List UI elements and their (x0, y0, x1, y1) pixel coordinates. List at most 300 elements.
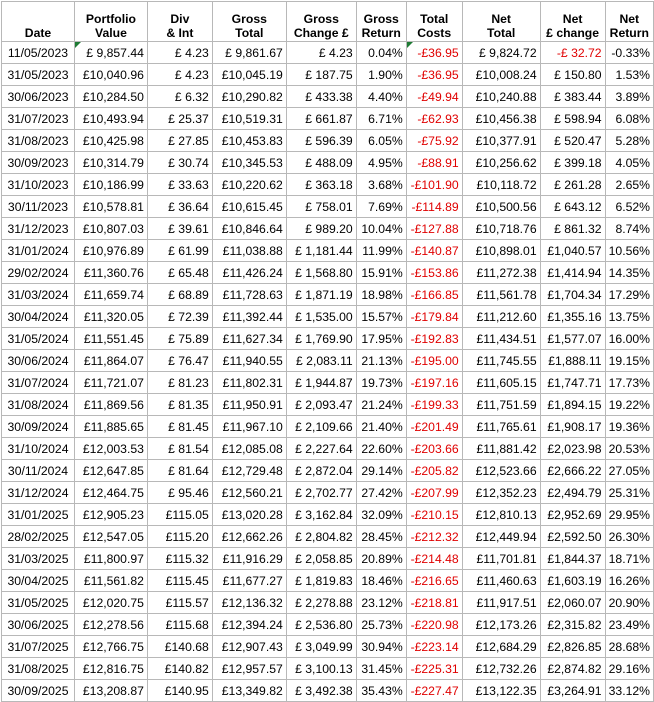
cell-net-change[interactable]: £1,844.37 (540, 548, 605, 570)
cell-net-return[interactable]: 20.90% (605, 592, 653, 614)
cell-date[interactable]: 31/08/2024 (2, 394, 75, 416)
cell-total-costs[interactable]: -£205.82 (406, 460, 462, 482)
cell-gross-total[interactable]: £11,627.34 (212, 328, 286, 350)
cell-date[interactable]: 31/07/2024 (2, 372, 75, 394)
cell-date[interactable]: 31/01/2024 (2, 240, 75, 262)
cell-gross-total[interactable]: £12,957.57 (212, 658, 286, 680)
cell-total-costs[interactable]: -£114.89 (406, 196, 462, 218)
cell-net-change[interactable]: £ 399.18 (540, 152, 605, 174)
cell-div-int[interactable]: £ 76.47 (147, 350, 212, 372)
cell-div-int[interactable]: £ 25.37 (147, 108, 212, 130)
cell-net-change[interactable]: £2,023.98 (540, 438, 605, 460)
cell-gross-total[interactable]: £11,916.29 (212, 548, 286, 570)
cell-net-return[interactable]: 28.68% (605, 636, 653, 658)
cell-gross-return[interactable]: 17.95% (356, 328, 406, 350)
cell-portfolio-value[interactable]: £12,647.85 (74, 460, 147, 482)
cell-div-int[interactable]: £ 75.89 (147, 328, 212, 350)
cell-div-int[interactable]: £ 68.89 (147, 284, 212, 306)
cell-gross-change[interactable]: £ 2,872.04 (286, 460, 356, 482)
cell-net-total[interactable]: £11,460.63 (462, 570, 540, 592)
cell-net-return[interactable]: 18.71% (605, 548, 653, 570)
cell-total-costs[interactable]: -£166.85 (406, 284, 462, 306)
header-gross-return[interactable] (356, 2, 406, 42)
cell-gross-change[interactable]: £ 2,109.66 (286, 416, 356, 438)
cell-portfolio-value[interactable]: £11,864.07 (74, 350, 147, 372)
cell-portfolio-value[interactable]: £10,186.99 (74, 174, 147, 196)
cell-net-change[interactable]: £ 383.44 (540, 86, 605, 108)
cell-gross-total[interactable]: £10,519.31 (212, 108, 286, 130)
cell-div-int[interactable]: £115.68 (147, 614, 212, 636)
cell-gross-total[interactable]: £11,728.63 (212, 284, 286, 306)
cell-gross-return[interactable]: 3.68% (356, 174, 406, 196)
cell-div-int[interactable]: £115.20 (147, 526, 212, 548)
cell-net-return[interactable]: 16.26% (605, 570, 653, 592)
cell-gross-change[interactable]: £ 3,049.99 (286, 636, 356, 658)
cell-portfolio-value[interactable]: £11,551.45 (74, 328, 147, 350)
cell-net-change[interactable]: £ 861.32 (540, 218, 605, 240)
cell-div-int[interactable]: £115.45 (147, 570, 212, 592)
header-div-int[interactable] (147, 2, 212, 42)
cell-gross-change[interactable]: £ 2,227.64 (286, 438, 356, 460)
cell-net-total[interactable]: £11,881.42 (462, 438, 540, 460)
cell-net-return[interactable]: 16.00% (605, 328, 653, 350)
cell-net-change[interactable]: £1,355.16 (540, 306, 605, 328)
cell-gross-change[interactable]: £ 433.38 (286, 86, 356, 108)
cell-div-int[interactable]: £115.57 (147, 592, 212, 614)
cell-net-total[interactable]: £10,008.24 (462, 64, 540, 86)
cell-total-costs[interactable]: -£127.88 (406, 218, 462, 240)
cell-total-costs[interactable]: -£75.92 (406, 130, 462, 152)
cell-total-costs[interactable]: -£227.47 (406, 680, 462, 702)
cell-net-total[interactable]: £11,212.60 (462, 306, 540, 328)
cell-net-change[interactable]: £1,704.34 (540, 284, 605, 306)
cell-portfolio-value[interactable]: £12,547.05 (74, 526, 147, 548)
cell-net-total[interactable]: £11,561.78 (462, 284, 540, 306)
cell-div-int[interactable]: £140.95 (147, 680, 212, 702)
cell-net-change[interactable]: £2,826.85 (540, 636, 605, 658)
cell-portfolio-value[interactable]: £12,905.23 (74, 504, 147, 526)
cell-date[interactable]: 30/06/2023 (2, 86, 75, 108)
cell-net-return[interactable]: 19.22% (605, 394, 653, 416)
cell-net-total[interactable]: £11,765.61 (462, 416, 540, 438)
cell-gross-return[interactable]: 20.89% (356, 548, 406, 570)
cell-gross-change[interactable]: £ 2,083.11 (286, 350, 356, 372)
cell-net-return[interactable]: 5.28% (605, 130, 653, 152)
cell-portfolio-value[interactable]: £10,578.81 (74, 196, 147, 218)
cell-gross-return[interactable]: 35.43% (356, 680, 406, 702)
cell-portfolio-value[interactable]: £10,425.98 (74, 130, 147, 152)
cell-total-costs[interactable]: -£88.91 (406, 152, 462, 174)
cell-div-int[interactable]: £ 61.99 (147, 240, 212, 262)
cell-portfolio-value[interactable]: £13,208.87 (74, 680, 147, 702)
cell-portfolio-value[interactable]: £ 9,857.44 (74, 42, 147, 64)
cell-net-return[interactable]: 4.05% (605, 152, 653, 174)
cell-div-int[interactable]: £115.05 (147, 504, 212, 526)
cell-net-total[interactable]: £10,240.88 (462, 86, 540, 108)
cell-net-return[interactable]: 17.73% (605, 372, 653, 394)
cell-net-change[interactable]: £1,040.57 (540, 240, 605, 262)
cell-gross-return[interactable]: 25.73% (356, 614, 406, 636)
cell-net-return[interactable]: 10.56% (605, 240, 653, 262)
cell-net-total[interactable]: £13,122.35 (462, 680, 540, 702)
cell-gross-change[interactable]: £ 2,536.80 (286, 614, 356, 636)
cell-date[interactable]: 31/05/2023 (2, 64, 75, 86)
cell-net-return[interactable]: 25.31% (605, 482, 653, 504)
cell-portfolio-value[interactable]: £11,885.65 (74, 416, 147, 438)
cell-total-costs[interactable]: -£179.84 (406, 306, 462, 328)
cell-date[interactable]: 31/07/2025 (2, 636, 75, 658)
cell-net-total[interactable]: £12,810.13 (462, 504, 540, 526)
cell-net-return[interactable]: 20.53% (605, 438, 653, 460)
cell-net-total[interactable]: £10,718.76 (462, 218, 540, 240)
cell-portfolio-value[interactable]: £11,659.74 (74, 284, 147, 306)
cell-div-int[interactable]: £ 4.23 (147, 42, 212, 64)
cell-portfolio-value[interactable]: £10,493.94 (74, 108, 147, 130)
header-portfolio-value[interactable] (74, 2, 147, 42)
cell-date[interactable]: 31/05/2025 (2, 592, 75, 614)
cell-gross-total[interactable]: £12,085.08 (212, 438, 286, 460)
cell-net-change[interactable]: £2,666.22 (540, 460, 605, 482)
cell-net-return[interactable]: 1.53% (605, 64, 653, 86)
cell-total-costs[interactable]: -£201.49 (406, 416, 462, 438)
cell-net-total[interactable]: £12,732.26 (462, 658, 540, 680)
cell-total-costs[interactable]: -£36.95 (406, 42, 462, 64)
cell-div-int[interactable]: £ 81.35 (147, 394, 212, 416)
cell-gross-return[interactable]: 6.05% (356, 130, 406, 152)
cell-div-int[interactable]: £ 33.63 (147, 174, 212, 196)
cell-gross-total[interactable]: £11,677.27 (212, 570, 286, 592)
cell-gross-return[interactable]: 1.90% (356, 64, 406, 86)
cell-gross-total[interactable]: £12,729.48 (212, 460, 286, 482)
cell-net-total[interactable]: £ 9,824.72 (462, 42, 540, 64)
header-net-total[interactable] (462, 2, 540, 42)
cell-net-change[interactable]: £2,060.07 (540, 592, 605, 614)
cell-gross-return[interactable]: 18.46% (356, 570, 406, 592)
cell-portfolio-value[interactable]: £10,284.50 (74, 86, 147, 108)
cell-gross-change[interactable]: £ 2,804.82 (286, 526, 356, 548)
header-total-costs[interactable] (406, 2, 462, 42)
cell-div-int[interactable]: £ 30.74 (147, 152, 212, 174)
cell-net-total[interactable]: £10,456.38 (462, 108, 540, 130)
cell-net-change[interactable]: £2,315.82 (540, 614, 605, 636)
cell-gross-return[interactable]: 15.91% (356, 262, 406, 284)
cell-gross-change[interactable]: £ 363.18 (286, 174, 356, 196)
cell-date[interactable]: 30/09/2023 (2, 152, 75, 174)
cell-gross-return[interactable]: 29.14% (356, 460, 406, 482)
cell-div-int[interactable]: £ 81.64 (147, 460, 212, 482)
cell-net-total[interactable]: £11,272.38 (462, 262, 540, 284)
cell-gross-return[interactable]: 0.04% (356, 42, 406, 64)
header-date[interactable] (2, 2, 75, 42)
cell-date[interactable]: 31/03/2024 (2, 284, 75, 306)
cell-gross-return[interactable]: 23.12% (356, 592, 406, 614)
cell-net-total[interactable]: £12,173.26 (462, 614, 540, 636)
cell-total-costs[interactable]: -£195.00 (406, 350, 462, 372)
cell-total-costs[interactable]: -£197.16 (406, 372, 462, 394)
header-gross-total[interactable] (212, 2, 286, 42)
cell-total-costs[interactable]: -£192.83 (406, 328, 462, 350)
cell-date[interactable]: 30/04/2024 (2, 306, 75, 328)
cell-net-return[interactable]: 27.05% (605, 460, 653, 482)
cell-total-costs[interactable]: -£36.95 (406, 64, 462, 86)
cell-date[interactable]: 31/03/2025 (2, 548, 75, 570)
cell-net-change[interactable]: -£ 32.72 (540, 42, 605, 64)
cell-gross-total[interactable]: £13,349.82 (212, 680, 286, 702)
cell-div-int[interactable]: £ 81.45 (147, 416, 212, 438)
cell-div-int[interactable]: £ 81.23 (147, 372, 212, 394)
cell-portfolio-value[interactable]: £11,360.76 (74, 262, 147, 284)
header-net-change[interactable] (540, 2, 605, 42)
cell-gross-total[interactable]: £10,220.62 (212, 174, 286, 196)
cell-date[interactable]: 31/08/2025 (2, 658, 75, 680)
cell-net-return[interactable]: 6.08% (605, 108, 653, 130)
cell-gross-total[interactable]: £10,615.45 (212, 196, 286, 218)
cell-net-change[interactable]: £2,494.79 (540, 482, 605, 504)
cell-net-change[interactable]: £1,894.15 (540, 394, 605, 416)
cell-total-costs[interactable]: -£214.48 (406, 548, 462, 570)
cell-net-change[interactable]: £2,874.82 (540, 658, 605, 680)
cell-gross-change[interactable]: £ 1,568.80 (286, 262, 356, 284)
cell-net-total[interactable]: £12,352.23 (462, 482, 540, 504)
cell-date[interactable]: 11/05/2023 (2, 42, 75, 64)
cell-gross-total[interactable]: £11,802.31 (212, 372, 286, 394)
cell-date[interactable]: 30/04/2025 (2, 570, 75, 592)
cell-div-int[interactable]: £ 65.48 (147, 262, 212, 284)
cell-portfolio-value[interactable]: £11,721.07 (74, 372, 147, 394)
cell-net-total[interactable]: £11,751.59 (462, 394, 540, 416)
cell-div-int[interactable]: £ 6.32 (147, 86, 212, 108)
cell-date[interactable]: 30/11/2024 (2, 460, 75, 482)
cell-net-return[interactable]: 2.65% (605, 174, 653, 196)
cell-div-int[interactable]: £140.82 (147, 658, 212, 680)
cell-div-int[interactable]: £ 39.61 (147, 218, 212, 240)
cell-gross-total[interactable]: £11,038.88 (212, 240, 286, 262)
cell-gross-return[interactable]: 31.45% (356, 658, 406, 680)
cell-date[interactable]: 31/12/2023 (2, 218, 75, 240)
cell-gross-change[interactable]: £ 1,769.90 (286, 328, 356, 350)
cell-div-int[interactable]: £ 36.64 (147, 196, 212, 218)
cell-div-int[interactable]: £140.68 (147, 636, 212, 658)
cell-total-costs[interactable]: -£62.93 (406, 108, 462, 130)
cell-gross-change[interactable]: £ 3,162.84 (286, 504, 356, 526)
cell-portfolio-value[interactable]: £11,869.56 (74, 394, 147, 416)
cell-gross-return[interactable]: 28.45% (356, 526, 406, 548)
cell-gross-change[interactable]: £ 3,100.13 (286, 658, 356, 680)
cell-gross-return[interactable]: 21.24% (356, 394, 406, 416)
cell-gross-change[interactable]: £ 661.87 (286, 108, 356, 130)
cell-gross-total[interactable]: £10,846.64 (212, 218, 286, 240)
cell-portfolio-value[interactable]: £11,320.05 (74, 306, 147, 328)
cell-net-return[interactable]: 19.36% (605, 416, 653, 438)
cell-net-change[interactable]: £1,414.94 (540, 262, 605, 284)
cell-date[interactable]: 31/12/2024 (2, 482, 75, 504)
cell-total-costs[interactable]: -£207.99 (406, 482, 462, 504)
cell-gross-change[interactable]: £ 1,871.19 (286, 284, 356, 306)
cell-total-costs[interactable]: -£140.87 (406, 240, 462, 262)
cell-gross-return[interactable]: 21.40% (356, 416, 406, 438)
cell-net-total[interactable]: £11,745.55 (462, 350, 540, 372)
cell-gross-change[interactable]: £ 1,181.44 (286, 240, 356, 262)
cell-date[interactable]: 31/01/2025 (2, 504, 75, 526)
cell-net-return[interactable]: -0.33% (605, 42, 653, 64)
cell-net-return[interactable]: 26.30% (605, 526, 653, 548)
cell-gross-total[interactable]: £12,560.21 (212, 482, 286, 504)
cell-portfolio-value[interactable]: £12,464.75 (74, 482, 147, 504)
cell-net-total[interactable]: £10,898.01 (462, 240, 540, 262)
cell-portfolio-value[interactable]: £10,040.96 (74, 64, 147, 86)
cell-gross-change[interactable]: £ 187.75 (286, 64, 356, 86)
cell-total-costs[interactable]: -£210.15 (406, 504, 462, 526)
cell-total-costs[interactable]: -£223.14 (406, 636, 462, 658)
cell-gross-return[interactable]: 15.57% (356, 306, 406, 328)
cell-total-costs[interactable]: -£212.32 (406, 526, 462, 548)
cell-total-costs[interactable]: -£225.31 (406, 658, 462, 680)
cell-net-total[interactable]: £12,449.94 (462, 526, 540, 548)
cell-net-return[interactable]: 33.12% (605, 680, 653, 702)
cell-total-costs[interactable]: -£203.66 (406, 438, 462, 460)
cell-net-return[interactable]: 13.75% (605, 306, 653, 328)
cell-div-int[interactable]: £ 27.85 (147, 130, 212, 152)
cell-date[interactable]: 31/08/2023 (2, 130, 75, 152)
cell-net-change[interactable]: £ 261.28 (540, 174, 605, 196)
cell-total-costs[interactable]: -£220.98 (406, 614, 462, 636)
cell-net-change[interactable]: £2,952.69 (540, 504, 605, 526)
cell-gross-change[interactable]: £ 1,819.83 (286, 570, 356, 592)
cell-net-change[interactable]: £ 520.47 (540, 130, 605, 152)
cell-total-costs[interactable]: -£101.90 (406, 174, 462, 196)
cell-div-int[interactable]: £ 95.46 (147, 482, 212, 504)
cell-date[interactable]: 29/02/2024 (2, 262, 75, 284)
cell-gross-change[interactable]: £ 596.39 (286, 130, 356, 152)
cell-gross-return[interactable]: 7.69% (356, 196, 406, 218)
cell-gross-change[interactable]: £ 2,058.85 (286, 548, 356, 570)
cell-gross-change[interactable]: £ 2,702.77 (286, 482, 356, 504)
cell-gross-total[interactable]: £ 9,861.67 (212, 42, 286, 64)
cell-portfolio-value[interactable]: £12,816.75 (74, 658, 147, 680)
cell-net-return[interactable]: 29.16% (605, 658, 653, 680)
cell-net-change[interactable]: £ 598.94 (540, 108, 605, 130)
cell-net-total[interactable]: £11,605.15 (462, 372, 540, 394)
cell-portfolio-value[interactable]: £12,278.56 (74, 614, 147, 636)
cell-gross-return[interactable]: 22.60% (356, 438, 406, 460)
cell-gross-return[interactable]: 30.94% (356, 636, 406, 658)
cell-net-return[interactable]: 6.52% (605, 196, 653, 218)
cell-date[interactable]: 30/06/2024 (2, 350, 75, 372)
cell-gross-return[interactable]: 4.95% (356, 152, 406, 174)
cell-net-change[interactable]: £3,264.91 (540, 680, 605, 702)
cell-date[interactable]: 28/02/2025 (2, 526, 75, 548)
cell-total-costs[interactable]: -£216.65 (406, 570, 462, 592)
cell-gross-total[interactable]: £10,345.53 (212, 152, 286, 174)
cell-gross-total[interactable]: £12,136.32 (212, 592, 286, 614)
header-gross-change[interactable] (286, 2, 356, 42)
cell-gross-return[interactable]: 32.09% (356, 504, 406, 526)
cell-net-total[interactable]: £11,434.51 (462, 328, 540, 350)
cell-date[interactable]: 31/10/2023 (2, 174, 75, 196)
cell-date[interactable]: 30/09/2025 (2, 680, 75, 702)
cell-portfolio-value[interactable]: £11,800.97 (74, 548, 147, 570)
cell-gross-change[interactable]: £ 989.20 (286, 218, 356, 240)
cell-div-int[interactable]: £ 4.23 (147, 64, 212, 86)
cell-portfolio-value[interactable]: £11,561.82 (74, 570, 147, 592)
cell-portfolio-value[interactable]: £12,003.53 (74, 438, 147, 460)
cell-net-return[interactable]: 29.95% (605, 504, 653, 526)
cell-net-change[interactable]: £2,592.50 (540, 526, 605, 548)
cell-gross-return[interactable]: 6.71% (356, 108, 406, 130)
cell-div-int[interactable]: £ 72.39 (147, 306, 212, 328)
cell-gross-return[interactable]: 21.13% (356, 350, 406, 372)
cell-date[interactable]: 31/07/2023 (2, 108, 75, 130)
cell-gross-return[interactable]: 27.42% (356, 482, 406, 504)
cell-portfolio-value[interactable]: £12,020.75 (74, 592, 147, 614)
cell-net-total[interactable]: £11,917.51 (462, 592, 540, 614)
cell-gross-change[interactable]: £ 4.23 (286, 42, 356, 64)
cell-gross-total[interactable]: £11,392.44 (212, 306, 286, 328)
cell-net-total[interactable]: £10,256.62 (462, 152, 540, 174)
cell-date[interactable]: 30/06/2025 (2, 614, 75, 636)
cell-portfolio-value[interactable]: £10,807.03 (74, 218, 147, 240)
cell-gross-change[interactable]: £ 758.01 (286, 196, 356, 218)
cell-total-costs[interactable]: -£49.94 (406, 86, 462, 108)
cell-gross-total[interactable]: £11,950.91 (212, 394, 286, 416)
cell-gross-change[interactable]: £ 1,944.87 (286, 372, 356, 394)
cell-total-costs[interactable]: -£153.86 (406, 262, 462, 284)
cell-gross-return[interactable]: 19.73% (356, 372, 406, 394)
cell-gross-change[interactable]: £ 488.09 (286, 152, 356, 174)
cell-net-return[interactable]: 8.74% (605, 218, 653, 240)
cell-net-change[interactable]: £1,908.17 (540, 416, 605, 438)
cell-net-total[interactable]: £12,523.66 (462, 460, 540, 482)
cell-gross-total[interactable]: £11,940.55 (212, 350, 286, 372)
cell-gross-change[interactable]: £ 2,278.88 (286, 592, 356, 614)
cell-net-return[interactable]: 23.49% (605, 614, 653, 636)
cell-gross-total[interactable]: £10,045.19 (212, 64, 286, 86)
cell-net-change[interactable]: £ 150.80 (540, 64, 605, 86)
cell-gross-total[interactable]: £12,394.24 (212, 614, 286, 636)
cell-date[interactable]: 31/05/2024 (2, 328, 75, 350)
cell-total-costs[interactable]: -£199.33 (406, 394, 462, 416)
cell-net-change[interactable]: £ 643.12 (540, 196, 605, 218)
cell-gross-total[interactable]: £13,020.28 (212, 504, 286, 526)
cell-gross-change[interactable]: £ 1,535.00 (286, 306, 356, 328)
cell-gross-total[interactable]: £10,290.82 (212, 86, 286, 108)
cell-net-change[interactable]: £1,603.19 (540, 570, 605, 592)
cell-net-change[interactable]: £1,888.11 (540, 350, 605, 372)
cell-net-change[interactable]: £1,747.71 (540, 372, 605, 394)
cell-div-int[interactable]: £ 81.54 (147, 438, 212, 460)
cell-net-total[interactable]: £11,701.81 (462, 548, 540, 570)
cell-date[interactable]: 31/10/2024 (2, 438, 75, 460)
cell-gross-return[interactable]: 4.40% (356, 86, 406, 108)
cell-gross-change[interactable]: £ 2,093.47 (286, 394, 356, 416)
cell-portfolio-value[interactable]: £12,766.75 (74, 636, 147, 658)
cell-gross-total[interactable]: £12,907.43 (212, 636, 286, 658)
cell-div-int[interactable]: £115.32 (147, 548, 212, 570)
cell-gross-total[interactable]: £11,426.24 (212, 262, 286, 284)
cell-net-return[interactable]: 19.15% (605, 350, 653, 372)
cell-gross-change[interactable]: £ 3,492.38 (286, 680, 356, 702)
cell-gross-return[interactable]: 10.04% (356, 218, 406, 240)
cell-net-return[interactable]: 3.89% (605, 86, 653, 108)
cell-net-total[interactable]: £10,500.56 (462, 196, 540, 218)
cell-total-costs[interactable]: -£218.81 (406, 592, 462, 614)
cell-gross-total[interactable]: £10,453.83 (212, 130, 286, 152)
cell-portfolio-value[interactable]: £10,976.89 (74, 240, 147, 262)
cell-net-return[interactable]: 17.29% (605, 284, 653, 306)
cell-net-total[interactable]: £10,377.91 (462, 130, 540, 152)
cell-portfolio-value[interactable]: £10,314.79 (74, 152, 147, 174)
cell-gross-return[interactable]: 11.99% (356, 240, 406, 262)
